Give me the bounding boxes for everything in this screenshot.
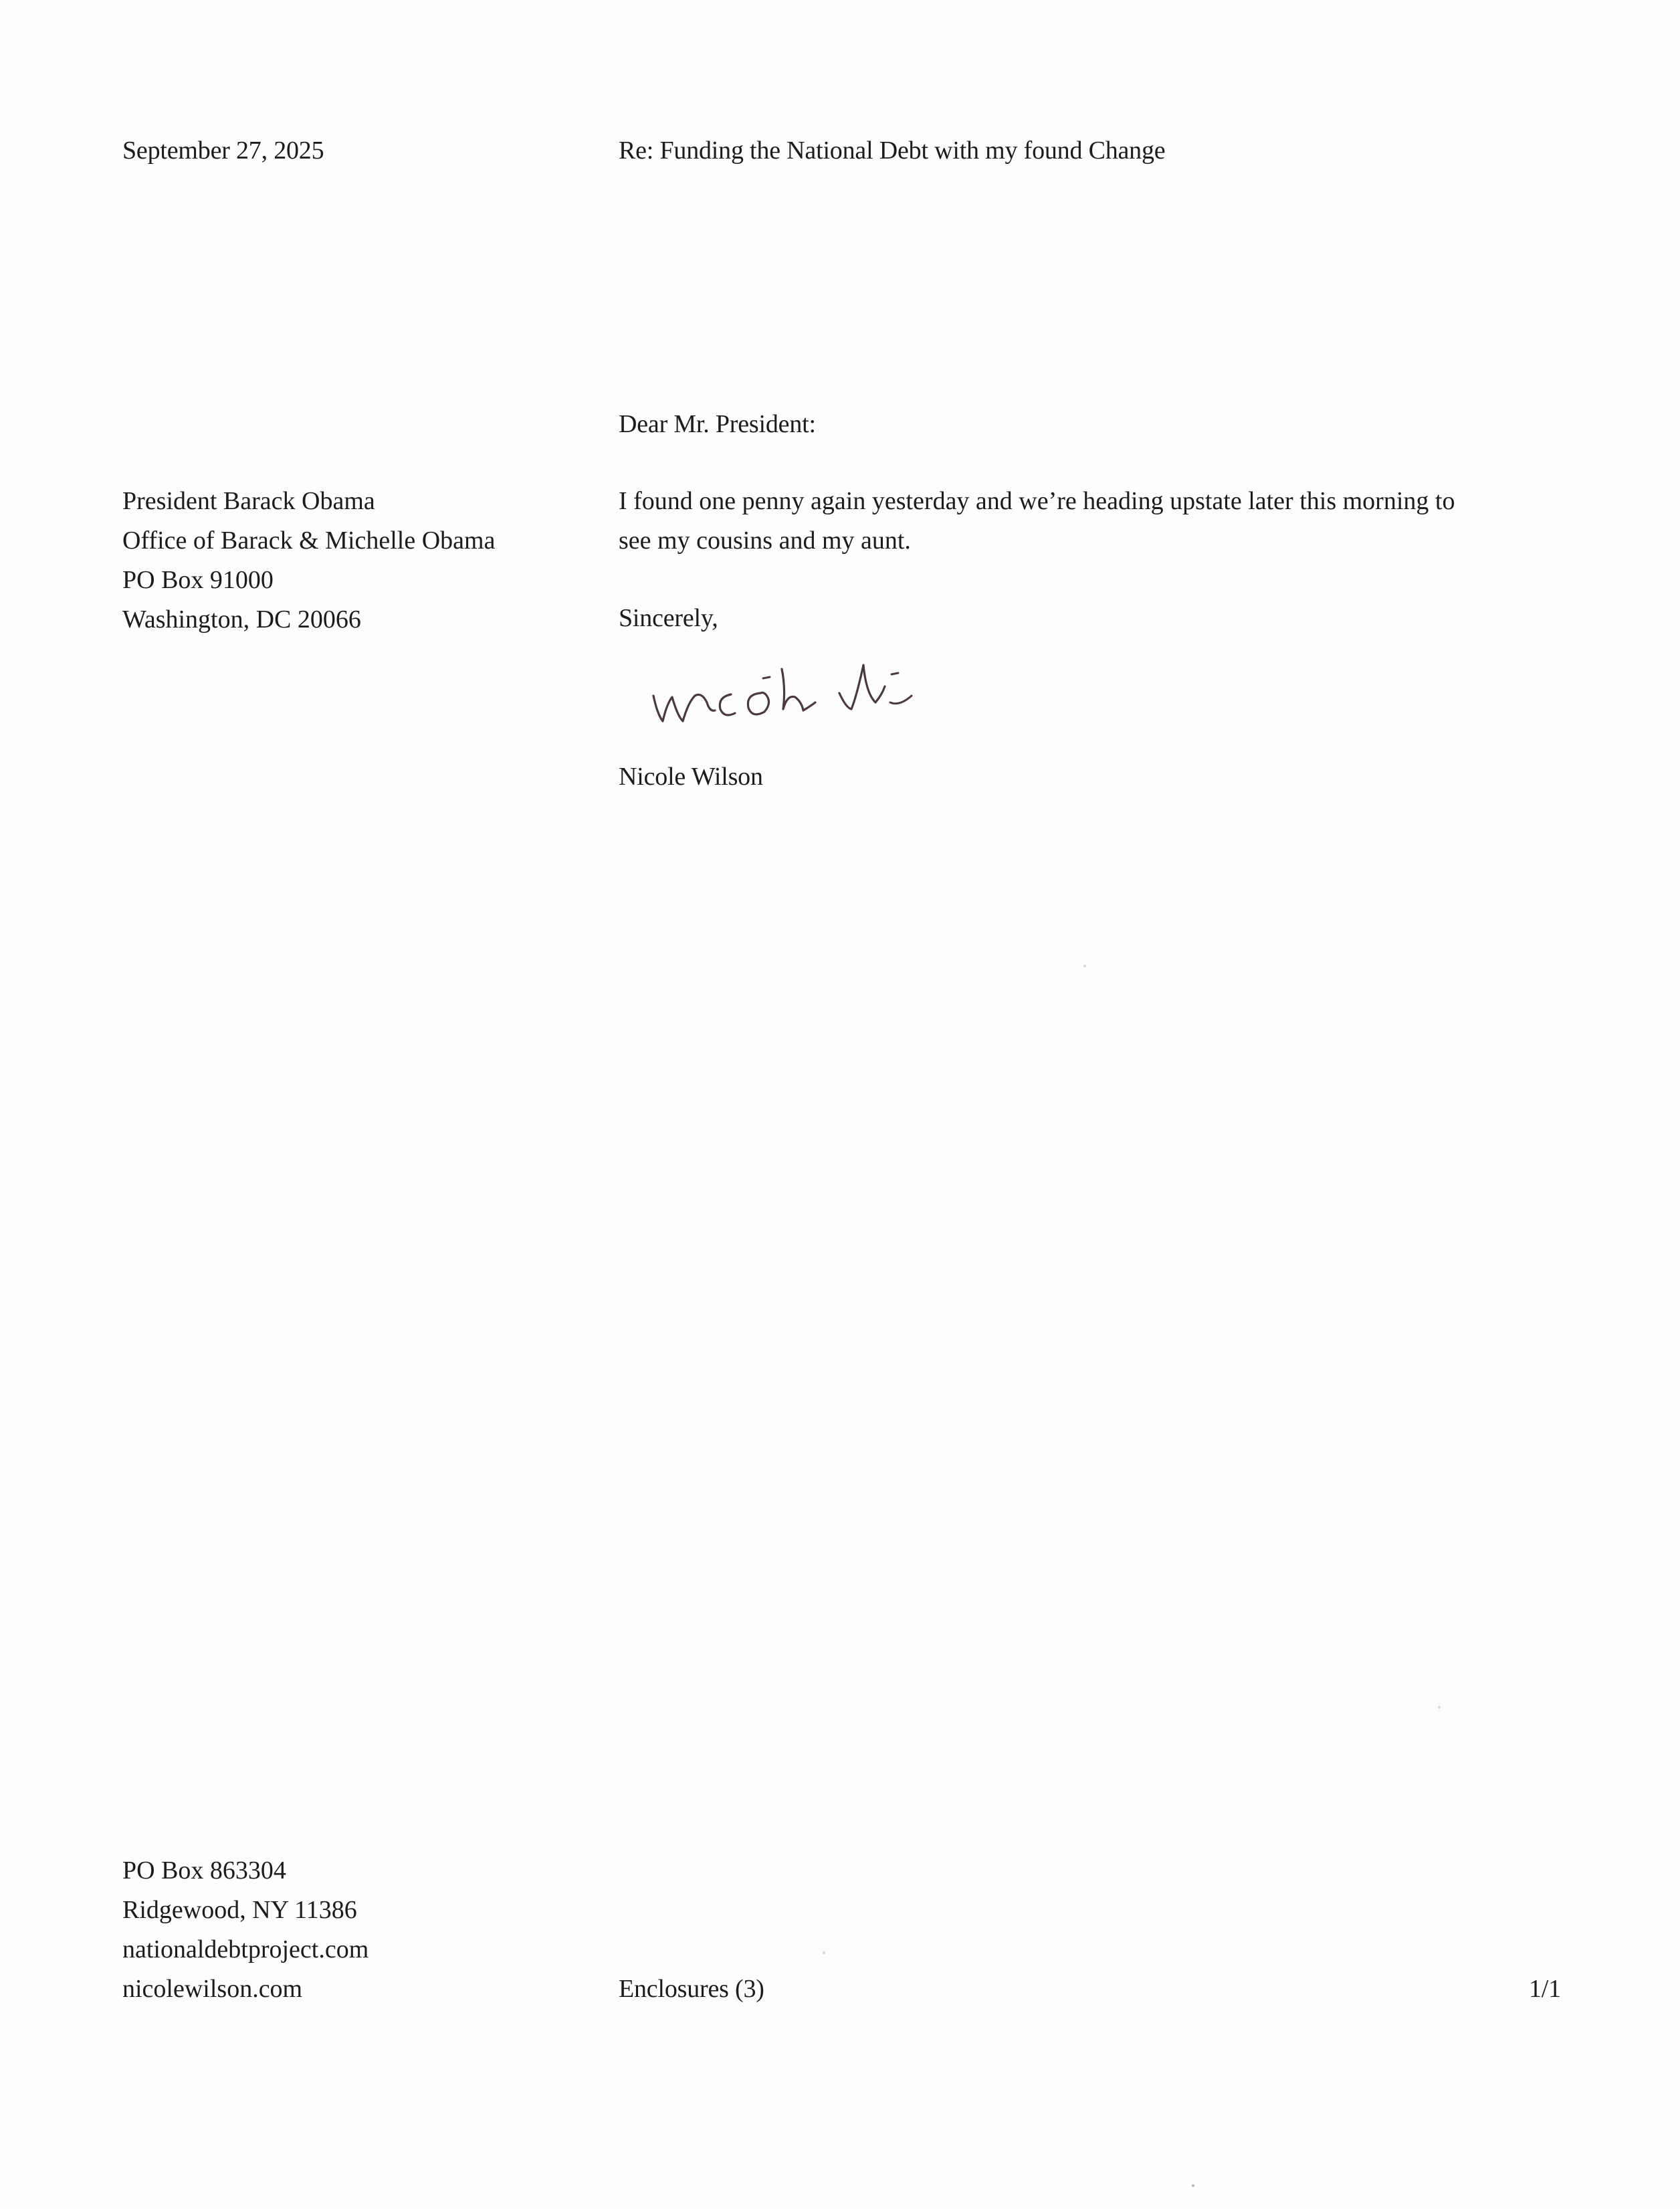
- recipient-address: [122, 482, 495, 640]
- sender-website-2: nicolewilson.com: [122, 1975, 303, 2003]
- letter-body: [619, 482, 1455, 561]
- page-number: 1/1: [1529, 1975, 1561, 2003]
- recipient-name: President Barack Obama: [122, 487, 375, 515]
- letter-date: September 27, 2025: [122, 136, 324, 165]
- paper-speck: [1192, 2184, 1194, 2187]
- sender-city-state-zip: Ridgewood, NY 11386: [122, 1896, 357, 1924]
- paper-speck: [823, 1951, 825, 1954]
- sender-po-box: PO Box 863304: [122, 1856, 286, 1885]
- sender-website-1: nationaldebtproject.com: [122, 1935, 369, 1963]
- recipient-office: Office of Barack & Michelle Obama: [122, 526, 496, 555]
- signature-icon: [645, 656, 940, 736]
- body-line-1: I found one penny again yesterday and we’re heading upstate later this morning to: [619, 487, 1455, 515]
- paper-speck: [1438, 1706, 1441, 1709]
- salutation: Dear Mr. President:: [619, 410, 816, 438]
- enclosures-note: Enclosures (3): [619, 1975, 764, 2003]
- recipient-po-box: PO Box 91000: [122, 566, 274, 594]
- paper-speck: [1083, 965, 1086, 967]
- letter-subject: Re: Funding the National Debt with my found Change: [619, 136, 1166, 165]
- signer-name: Nicole Wilson: [619, 763, 763, 791]
- sender-address: [122, 1851, 369, 2009]
- closing: Sincerely,: [619, 604, 718, 632]
- recipient-city-state-zip: Washington, DC 20066: [122, 605, 361, 634]
- body-line-2: see my cousins and my aunt.: [619, 526, 911, 555]
